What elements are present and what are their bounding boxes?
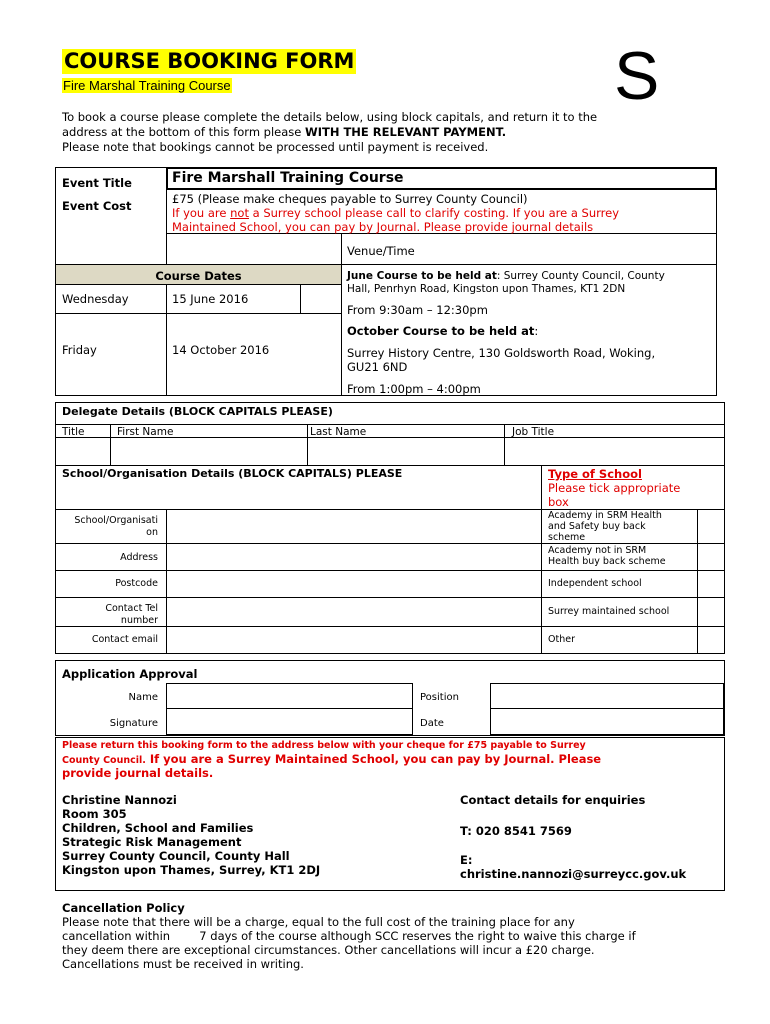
intro-text: To book a course please complete the details below, using block capitals, and return it to the address at the bottom of this form please WITH THE RELEVANT PAYMENT. Please note that bookings cannot be processed until payment is received.: [62, 110, 598, 154]
june-time: From 9:30am – 12:30pm: [347, 303, 488, 317]
return-address-name: Christine Nannozi: [62, 793, 177, 807]
type-instruction: Please tick appropriate: [548, 481, 681, 495]
event-cost-note: If you are not a Surrey school please call to clarify costing. If you are a Surrey: [172, 206, 620, 220]
tick-maintained[interactable]: [698, 598, 724, 626]
return-note-2: County Council. If you are a Surrey Maintained School, you can pay by Journal. Please: [62, 752, 602, 766]
october-venue-2: GU21 6ND: [347, 360, 408, 374]
col-last-name: Last Name: [310, 426, 367, 438]
label-date: Date: [420, 718, 444, 729]
type-academy-not-srm: Academy not in SRM Health buy back scheme: [548, 545, 666, 567]
tick-academy-srm[interactable]: [698, 510, 724, 543]
return-address-hall: Surrey County Council, County Hall: [62, 849, 290, 863]
col-title: Title: [62, 426, 85, 438]
tick-other[interactable]: [698, 627, 724, 653]
type-independent: Independent school: [548, 578, 642, 589]
input-signature[interactable]: [166, 708, 413, 735]
logo-letter: S: [614, 38, 660, 114]
input-organisation[interactable]: [167, 510, 541, 543]
input-position[interactable]: [490, 683, 724, 709]
label-signature: Signature: [109, 718, 158, 729]
input-last-name[interactable]: [308, 438, 504, 465]
input-job-title[interactable]: [505, 438, 724, 465]
return-note-3: provide journal details.: [62, 766, 214, 780]
contact-heading: Contact details for enquiries: [460, 793, 646, 807]
input-title[interactable]: [56, 438, 110, 465]
contact-email-label: E:: [460, 853, 473, 867]
type-maintained: Surrey maintained school: [548, 606, 670, 617]
cancellation-line-1: Please note that there will be a charge, equal to the full cost of the training place for any: [62, 915, 575, 929]
form-subtitle: Fire Marshal Training Course: [63, 78, 231, 93]
type-of-school-heading: Type of School: [548, 467, 642, 481]
event-cost-label: Event Cost: [62, 199, 132, 213]
october-time: From 1:00pm – 4:00pm: [347, 382, 481, 396]
date-day-1: Wednesday: [62, 292, 129, 306]
input-approver-name[interactable]: [166, 683, 413, 709]
date-value-1: 15 June 2016: [172, 292, 249, 306]
delegate-heading: Delegate Details (BLOCK CAPITALS PLEASE): [62, 405, 333, 418]
return-address-room: Room 305: [62, 807, 127, 821]
input-first-name[interactable]: [111, 438, 307, 465]
venue-time-header: Venue/Time: [347, 244, 415, 258]
label-address: Address: [120, 552, 158, 563]
date-value-2: 14 October 2016: [172, 343, 270, 357]
label-postcode: Postcode: [115, 578, 158, 589]
label-contact-email: Contact email: [91, 634, 158, 645]
contact-phone: T: 020 8541 7569: [460, 824, 572, 838]
event-cost-note-2: Maintained School, you can pay by Journal. Please provide journal details: [172, 220, 594, 234]
october-label: October Course to be held at:: [347, 324, 539, 338]
type-instruction-2: box: [548, 495, 569, 509]
col-job-title: Job Title: [512, 426, 555, 438]
october-venue: Surrey History Centre, 130 Goldsworth Road, Woking,: [347, 346, 656, 360]
type-other: Other: [548, 634, 575, 645]
input-contact-email[interactable]: [167, 627, 541, 653]
label-position: Position: [420, 692, 459, 703]
cancellation-line-3: they deem there are exceptional circumstances. Other cancellations will incur a £20 charge.: [62, 943, 595, 957]
input-address[interactable]: [167, 544, 541, 570]
event-title-value: Fire Marshall Training Course: [172, 170, 404, 186]
input-date[interactable]: [490, 708, 724, 735]
return-note: Please return this booking form to the address below with your cheque for £75 payable to Surrey: [62, 740, 586, 751]
school-heading: School/Organisation Details (BLOCK CAPITALS) PLEASE: [62, 467, 403, 480]
label-name: Name: [128, 692, 158, 703]
date-checkbox-1[interactable]: [301, 285, 341, 313]
return-address-unit: Strategic Risk Management: [62, 835, 242, 849]
cancellation-line-4: Cancellations must be received in writing.: [62, 957, 304, 971]
date-day-2: Friday: [62, 343, 97, 357]
cancellation-heading: Cancellation Policy: [62, 901, 185, 915]
course-dates-header: Course Dates: [155, 269, 242, 283]
june-venue: June Course to be held at: Surrey County Council, County: [347, 270, 665, 282]
type-academy-srm: Academy in SRM Health and Safety buy back scheme: [548, 510, 662, 543]
contact-email[interactable]: christine.nannozi@surreycc.gov.uk: [460, 867, 687, 881]
event-cost-value: £75 (Please make cheques payable to Surrey County Council): [172, 192, 528, 206]
input-contact-tel[interactable]: [167, 598, 541, 626]
june-venue-2: Hall, Penrhyn Road, Kingston upon Thames, KT1 2DN: [347, 283, 626, 295]
return-address-dept: Children, School and Families: [62, 821, 254, 835]
tick-independent[interactable]: [698, 571, 724, 597]
label-contact-tel: Contact Tel number: [105, 603, 158, 626]
cancellation-line-2: cancellation within 7 days of the course although SCC reserves the right to waive this charge if: [62, 929, 636, 943]
approval-heading: Application Approval: [62, 667, 198, 681]
return-address-town: Kingston upon Thames, Surrey, KT1 2DJ: [62, 863, 321, 877]
label-organisation: School/Organisati on: [74, 515, 158, 538]
tick-academy-not-srm[interactable]: [698, 544, 724, 570]
col-first-name: First Name: [117, 426, 174, 438]
input-postcode[interactable]: [167, 571, 541, 597]
form-title: COURSE BOOKING FORM: [64, 49, 355, 73]
event-title-label: Event Title: [62, 176, 132, 190]
